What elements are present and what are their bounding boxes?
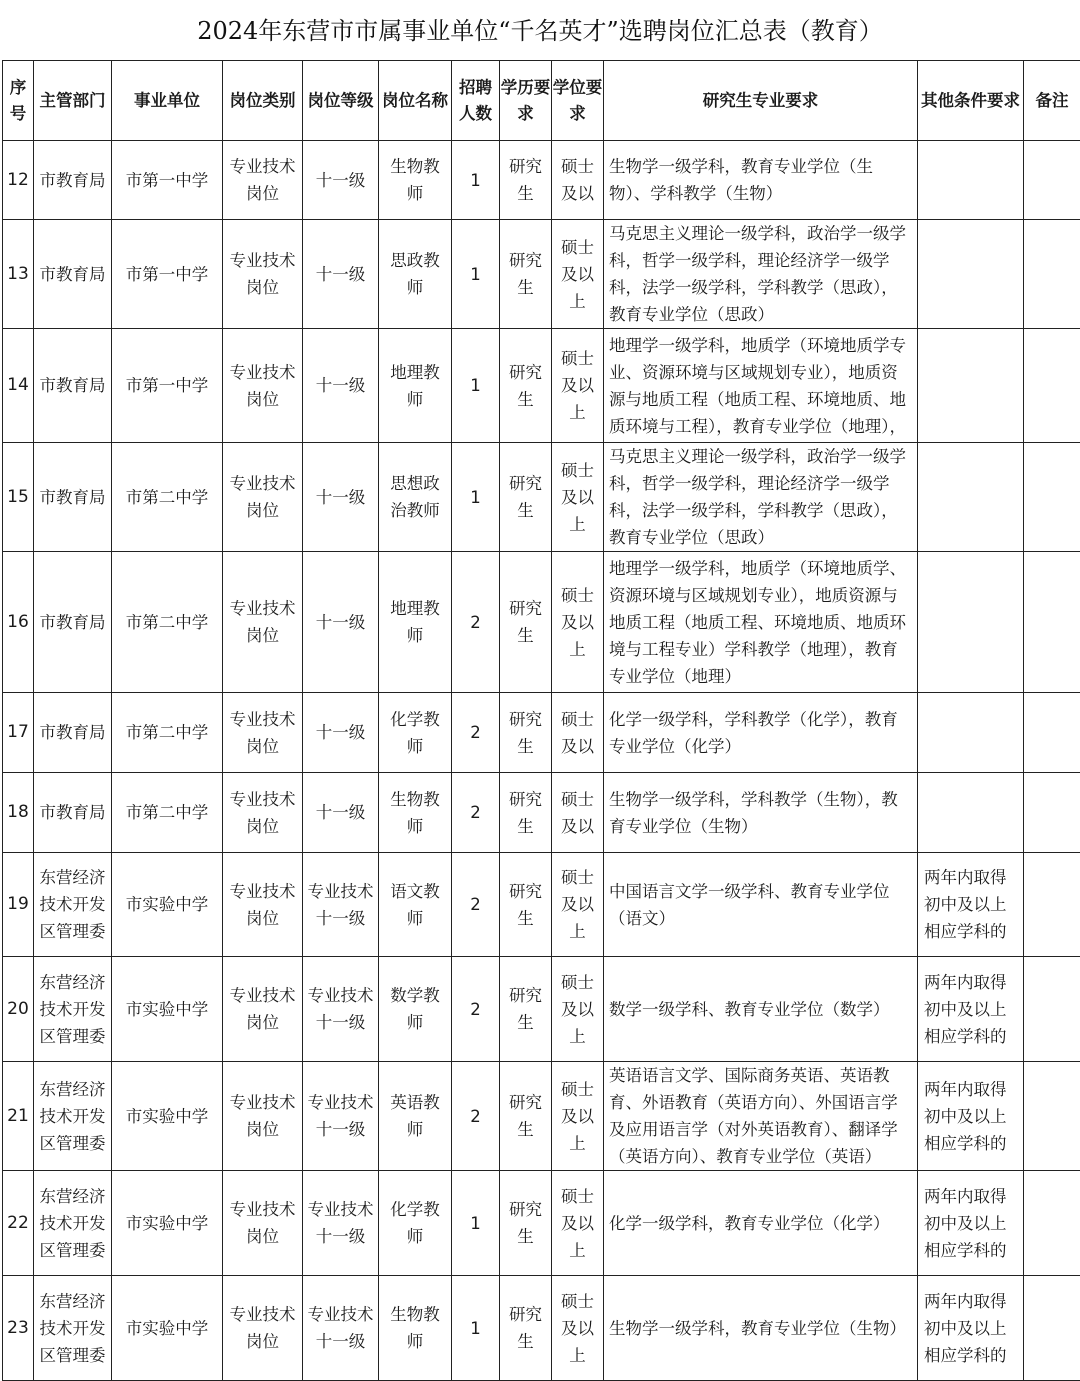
cell-degree xyxy=(552,1171,604,1276)
cell-count xyxy=(452,329,500,443)
cell-post-name xyxy=(379,1171,452,1276)
cell-category-text: 专业技术岗位 xyxy=(227,1301,298,1355)
cell-education xyxy=(500,773,552,853)
cell-seq-text: 14 xyxy=(7,372,29,399)
cell-notes xyxy=(1024,220,1080,329)
cell-count xyxy=(452,1171,500,1276)
cell-seq xyxy=(3,552,34,693)
cell-count-text: 1 xyxy=(456,484,495,511)
cell-other xyxy=(918,1171,1024,1276)
cell-seq xyxy=(3,853,34,957)
cell-major-text: 生物学一级学科，教育专业学位（生物）、学科教学（生物） xyxy=(609,153,911,207)
cell-count xyxy=(452,552,500,693)
cell-count xyxy=(452,443,500,552)
cell-seq xyxy=(3,693,34,773)
cell-post-name xyxy=(379,853,452,957)
cell-education xyxy=(500,443,552,552)
cell-count xyxy=(452,220,500,329)
cell-category-text: 专业技术岗位 xyxy=(227,878,298,932)
cell-degree xyxy=(552,552,604,693)
cell-other xyxy=(918,1276,1024,1381)
cell-category-text: 专业技术岗位 xyxy=(227,1196,298,1250)
cell-dept xyxy=(34,957,112,1062)
cell-degree xyxy=(552,329,604,443)
cell-education-text: 研究生 xyxy=(504,247,547,301)
cell-category-text: 专业技术岗位 xyxy=(227,153,298,207)
cell-dept xyxy=(34,853,112,957)
cell-level xyxy=(303,773,379,853)
cell-degree-text: 硕士及以上 xyxy=(556,1183,599,1264)
cell-count xyxy=(452,1276,500,1381)
cell-education-text: 研究生 xyxy=(504,1301,547,1355)
cell-count xyxy=(452,957,500,1062)
cell-level xyxy=(303,957,379,1062)
cell-dept-text: 市教育局 xyxy=(38,167,107,194)
header-count: 招聘人数 xyxy=(452,61,500,141)
cell-education-text: 研究生 xyxy=(504,1196,547,1250)
cell-count-text: 2 xyxy=(456,719,495,746)
cell-degree xyxy=(552,1062,604,1171)
cell-major xyxy=(604,141,918,220)
cell-post-name xyxy=(379,552,452,693)
cell-unit-text: 市第二中学 xyxy=(116,719,218,746)
cell-count xyxy=(452,693,500,773)
table-row xyxy=(3,220,1080,329)
cell-notes xyxy=(1024,693,1080,773)
cell-dept xyxy=(34,1276,112,1381)
header-row xyxy=(3,61,1080,141)
cell-category xyxy=(223,220,303,329)
cell-post-name-text: 思想政治教师 xyxy=(383,470,447,524)
cell-category xyxy=(223,957,303,1062)
cell-education xyxy=(500,552,552,693)
cell-post-name xyxy=(379,957,452,1062)
cell-major-text: 地理学一级学科，地质学（环境地质学、资源环境与区域规划专业），地质资源与地质工程（地质工程、环境地质、地质环境与工程专业）学科教学（地理），教育专业学位（地理） xyxy=(609,555,911,690)
cell-other xyxy=(918,853,1024,957)
cell-other xyxy=(918,443,1024,552)
cell-dept-text: 东营经济技术开发区管理委 xyxy=(38,1183,107,1264)
cell-post-name xyxy=(379,1062,452,1171)
cell-degree xyxy=(552,773,604,853)
cell-dept-text: 东营经济技术开发区管理委 xyxy=(38,1076,107,1157)
cell-category-text: 专业技术岗位 xyxy=(227,1089,298,1143)
cell-seq-text: 18 xyxy=(7,799,29,826)
cell-count-text: 1 xyxy=(456,261,495,288)
cell-count xyxy=(452,853,500,957)
cell-degree xyxy=(552,141,604,220)
cell-category xyxy=(223,329,303,443)
cell-seq xyxy=(3,1276,34,1381)
cell-degree-text: 硕士及以上 xyxy=(556,345,599,426)
cell-unit xyxy=(112,552,223,693)
table-row xyxy=(3,1171,1080,1276)
cell-notes xyxy=(1024,552,1080,693)
cell-category xyxy=(223,552,303,693)
header-dept: 主管部门 xyxy=(34,61,112,141)
cell-dept-text: 市教育局 xyxy=(38,484,107,511)
cell-degree-text: 硕士及以上 xyxy=(556,1288,599,1369)
cell-seq-text: 17 xyxy=(7,719,29,746)
cell-dept-text: 市教育局 xyxy=(38,609,107,636)
cell-dept-text: 东营经济技术开发区管理委 xyxy=(38,864,107,945)
cell-dept-text: 市教育局 xyxy=(38,372,107,399)
cell-major xyxy=(604,443,918,552)
cell-unit-text: 市第二中学 xyxy=(116,609,218,636)
cell-other xyxy=(918,1062,1024,1171)
cell-level-text: 十一级 xyxy=(307,799,374,826)
cell-count-text: 1 xyxy=(456,372,495,399)
table-row xyxy=(3,443,1080,552)
cell-other xyxy=(918,141,1024,220)
cell-unit xyxy=(112,773,223,853)
cell-post-name-text: 化学教师 xyxy=(383,1196,447,1250)
cell-degree xyxy=(552,957,604,1062)
positions-table xyxy=(2,60,1080,1381)
header-seq: 序号 xyxy=(3,61,34,141)
cell-level-text: 十一级 xyxy=(307,261,374,288)
cell-level-text: 专业技术十一级 xyxy=(307,1196,374,1250)
cell-level xyxy=(303,1062,379,1171)
cell-education xyxy=(500,693,552,773)
cell-count-text: 2 xyxy=(456,799,495,826)
cell-other-text: 两年内取得初中及以上相应学科的 xyxy=(924,969,1019,1050)
cell-dept xyxy=(34,693,112,773)
cell-other xyxy=(918,773,1024,853)
cell-degree-text: 硕士及以上 xyxy=(556,864,599,945)
cell-seq xyxy=(3,773,34,853)
table-row xyxy=(3,853,1080,957)
cell-education xyxy=(500,1171,552,1276)
table-row xyxy=(3,552,1080,693)
cell-post-name xyxy=(379,443,452,552)
cell-level xyxy=(303,443,379,552)
cell-level-text: 十一级 xyxy=(307,484,374,511)
header-degree: 学位要求 xyxy=(552,61,604,141)
cell-degree xyxy=(552,853,604,957)
cell-count-text: 2 xyxy=(456,891,495,918)
cell-category-text: 专业技术岗位 xyxy=(227,706,298,760)
cell-education xyxy=(500,1062,552,1171)
cell-unit xyxy=(112,853,223,957)
cell-count-text: 1 xyxy=(456,167,495,194)
cell-dept-text: 市教育局 xyxy=(38,799,107,826)
cell-count-text: 2 xyxy=(456,609,495,636)
cell-level xyxy=(303,1276,379,1381)
cell-post-name-text: 地理教师 xyxy=(383,595,447,649)
cell-unit xyxy=(112,443,223,552)
cell-unit xyxy=(112,1276,223,1381)
cell-other-text: 两年内取得初中及以上相应学科的 xyxy=(924,864,1019,945)
cell-degree-text: 硕士及以 xyxy=(556,706,599,760)
cell-level-text: 十一级 xyxy=(307,719,374,746)
cell-level-text: 十一级 xyxy=(307,372,374,399)
cell-post-name-text: 地理教师 xyxy=(383,359,447,413)
cell-count xyxy=(452,773,500,853)
header-unit: 事业单位 xyxy=(112,61,223,141)
cell-dept-text: 市教育局 xyxy=(38,261,107,288)
cell-dept-text: 市教育局 xyxy=(38,719,107,746)
cell-other xyxy=(918,957,1024,1062)
cell-post-name xyxy=(379,329,452,443)
cell-notes xyxy=(1024,1062,1080,1171)
header-level: 岗位等级 xyxy=(303,61,379,141)
cell-notes xyxy=(1024,957,1080,1062)
cell-dept xyxy=(34,1171,112,1276)
cell-unit-text: 市第一中学 xyxy=(116,261,218,288)
cell-unit xyxy=(112,1171,223,1276)
cell-level xyxy=(303,853,379,957)
cell-unit-text: 市第二中学 xyxy=(116,799,218,826)
cell-degree xyxy=(552,220,604,329)
cell-seq-text: 20 xyxy=(7,996,29,1023)
cell-unit-text: 市第二中学 xyxy=(116,484,218,511)
cell-seq-text: 19 xyxy=(7,891,29,918)
cell-unit xyxy=(112,693,223,773)
cell-education xyxy=(500,141,552,220)
cell-count xyxy=(452,141,500,220)
cell-post-name xyxy=(379,773,452,853)
cell-seq-text: 15 xyxy=(7,484,29,511)
cell-post-name-text: 思政教师 xyxy=(383,247,447,301)
cell-major xyxy=(604,552,918,693)
cell-level-text: 十一级 xyxy=(307,609,374,636)
cell-seq-text: 13 xyxy=(7,261,29,288)
table-row xyxy=(3,1276,1080,1381)
header-name: 岗位名称 xyxy=(379,61,452,141)
cell-education xyxy=(500,853,552,957)
cell-seq-text: 23 xyxy=(7,1315,29,1342)
cell-unit-text: 市实验中学 xyxy=(116,1210,218,1237)
cell-major-text: 马克思主义理论一级学科，政治学一级学科，哲学一级学科，理论经济学一级学科，法学一级学科，学科教学（思政），教育专业学位（思政） xyxy=(609,443,911,551)
cell-seq xyxy=(3,957,34,1062)
cell-unit xyxy=(112,1062,223,1171)
cell-level-text: 十一级 xyxy=(307,167,374,194)
cell-notes xyxy=(1024,773,1080,853)
cell-degree xyxy=(552,443,604,552)
cell-education-text: 研究生 xyxy=(504,1089,547,1143)
cell-unit-text: 市实验中学 xyxy=(116,996,218,1023)
cell-major-text: 生物学一级学科，教育专业学位（生物） xyxy=(609,1315,911,1342)
cell-seq-text: 12 xyxy=(7,167,29,194)
cell-level-text: 专业技术十一级 xyxy=(307,1089,374,1143)
cell-count xyxy=(452,1062,500,1171)
cell-dept xyxy=(34,1062,112,1171)
cell-category-text: 专业技术岗位 xyxy=(227,359,298,413)
cell-seq xyxy=(3,220,34,329)
cell-major xyxy=(604,773,918,853)
cell-degree-text: 硕士及以上 xyxy=(556,582,599,663)
cell-count-text: 2 xyxy=(456,1103,495,1130)
cell-seq xyxy=(3,1062,34,1171)
cell-post-name-text: 语文教师 xyxy=(383,878,447,932)
cell-unit-text: 市第一中学 xyxy=(116,372,218,399)
cell-education-text: 研究生 xyxy=(504,470,547,524)
cell-level-text: 专业技术十一级 xyxy=(307,982,374,1036)
cell-degree-text: 硕士及以上 xyxy=(556,457,599,538)
cell-post-name xyxy=(379,141,452,220)
cell-category xyxy=(223,1171,303,1276)
cell-post-name-text: 数学教师 xyxy=(383,982,447,1036)
cell-notes xyxy=(1024,1171,1080,1276)
cell-major-text: 地理学一级学科，地质学（环境地质学专业、资源环境与区域规划专业），地质资源与地质工程（地质工程、环境地质、地质环境与工程），教育专业学位（地理）， xyxy=(609,332,911,440)
cell-major xyxy=(604,329,918,443)
cell-post-name-text: 生物教师 xyxy=(383,153,447,207)
cell-education xyxy=(500,957,552,1062)
cell-category xyxy=(223,693,303,773)
cell-level xyxy=(303,1171,379,1276)
cell-major-text: 化学一级学科，学科教学（化学），教育专业学位（化学） xyxy=(609,706,911,760)
cell-count-text: 1 xyxy=(456,1315,495,1342)
header-education: 学历要求 xyxy=(500,61,552,141)
cell-education-text: 研究生 xyxy=(504,982,547,1036)
cell-category-text: 专业技术岗位 xyxy=(227,982,298,1036)
cell-major-text: 化学一级学科，教育专业学位（化学） xyxy=(609,1210,911,1237)
cell-seq xyxy=(3,329,34,443)
cell-major xyxy=(604,1171,918,1276)
cell-category xyxy=(223,773,303,853)
cell-notes xyxy=(1024,141,1080,220)
header-other: 其他条件要求 xyxy=(918,61,1024,141)
cell-post-name-text: 化学教师 xyxy=(383,706,447,760)
cell-major xyxy=(604,220,918,329)
cell-other-text: 两年内取得初中及以上相应学科的 xyxy=(924,1183,1019,1264)
cell-degree-text: 硕士及以上 xyxy=(556,234,599,315)
cell-dept xyxy=(34,773,112,853)
table-row xyxy=(3,693,1080,773)
cell-seq-text: 21 xyxy=(7,1103,29,1130)
cell-degree xyxy=(552,693,604,773)
cell-level xyxy=(303,552,379,693)
cell-category xyxy=(223,853,303,957)
cell-major-text: 生物学一级学科，学科教学（生物），教育专业学位（生物） xyxy=(609,786,911,840)
cell-education xyxy=(500,329,552,443)
cell-unit-text: 市实验中学 xyxy=(116,1315,218,1342)
cell-education-text: 研究生 xyxy=(504,786,547,840)
cell-post-name xyxy=(379,1276,452,1381)
table-row xyxy=(3,141,1080,220)
cell-dept-text: 东营经济技术开发区管理委 xyxy=(38,969,107,1050)
cell-dept xyxy=(34,552,112,693)
cell-unit-text: 市第一中学 xyxy=(116,167,218,194)
cell-unit xyxy=(112,220,223,329)
cell-dept xyxy=(34,329,112,443)
cell-dept xyxy=(34,443,112,552)
cell-category xyxy=(223,1062,303,1171)
cell-education-text: 研究生 xyxy=(504,595,547,649)
cell-post-name xyxy=(379,693,452,773)
cell-major xyxy=(604,1276,918,1381)
cell-major-text: 英语语言文学、国际商务英语、英语教育、外语教育（英语方向）、外国语言学及应用语言学（对外英语教育）、翻译学（英语方向）、教育专业学位（英语） xyxy=(609,1062,911,1170)
cell-other-text: 两年内取得初中及以上相应学科的 xyxy=(924,1076,1019,1157)
cell-level xyxy=(303,141,379,220)
cell-major xyxy=(604,1062,918,1171)
cell-category-text: 专业技术岗位 xyxy=(227,595,298,649)
cell-post-name xyxy=(379,220,452,329)
cell-category xyxy=(223,141,303,220)
cell-unit-text: 市实验中学 xyxy=(116,1103,218,1130)
cell-education-text: 研究生 xyxy=(504,878,547,932)
cell-degree-text: 硕士及以 xyxy=(556,786,599,840)
cell-post-name-text: 英语教师 xyxy=(383,1089,447,1143)
table-row xyxy=(3,957,1080,1062)
table-row xyxy=(3,1062,1080,1171)
page-title: 2024年东营市市属事业单位“千名英才”选聘岗位汇总表（教育） xyxy=(0,0,1080,60)
cell-level xyxy=(303,693,379,773)
cell-dept-text: 东营经济技术开发区管理委 xyxy=(38,1288,107,1369)
cell-education xyxy=(500,1276,552,1381)
cell-major-text: 马克思主义理论一级学科，政治学一级学科，哲学一级学科，理论经济学一级学科，法学一级学科，学科教学（思政），教育专业学位（思政） xyxy=(609,220,911,328)
cell-other-text: 两年内取得初中及以上相应学科的 xyxy=(924,1288,1019,1369)
cell-seq xyxy=(3,1171,34,1276)
cell-education-text: 研究生 xyxy=(504,153,547,207)
cell-major xyxy=(604,853,918,957)
cell-count-text: 2 xyxy=(456,996,495,1023)
cell-level-text: 专业技术十一级 xyxy=(307,878,374,932)
cell-degree-text: 硕士及以上 xyxy=(556,1076,599,1157)
cell-other xyxy=(918,220,1024,329)
header-category: 岗位类别 xyxy=(223,61,303,141)
cell-post-name-text: 生物教师 xyxy=(383,786,447,840)
cell-education xyxy=(500,220,552,329)
cell-count-text: 1 xyxy=(456,1210,495,1237)
cell-level-text: 专业技术十一级 xyxy=(307,1301,374,1355)
cell-category-text: 专业技术岗位 xyxy=(227,470,298,524)
cell-category-text: 专业技术岗位 xyxy=(227,786,298,840)
cell-category xyxy=(223,1276,303,1381)
cell-notes xyxy=(1024,329,1080,443)
cell-level xyxy=(303,329,379,443)
table-row xyxy=(3,329,1080,443)
cell-unit xyxy=(112,329,223,443)
cell-major-text: 中国语言文学一级学科、教育专业学位（语文） xyxy=(609,878,911,932)
cell-unit xyxy=(112,141,223,220)
cell-level xyxy=(303,220,379,329)
cell-notes xyxy=(1024,443,1080,552)
header-major: 研究生专业要求 xyxy=(604,61,918,141)
cell-other xyxy=(918,552,1024,693)
cell-category-text: 专业技术岗位 xyxy=(227,247,298,301)
cell-notes xyxy=(1024,1276,1080,1381)
table-row xyxy=(3,773,1080,853)
cell-seq xyxy=(3,443,34,552)
cell-other xyxy=(918,693,1024,773)
cell-post-name-text: 生物教师 xyxy=(383,1301,447,1355)
cell-degree xyxy=(552,1276,604,1381)
cell-seq xyxy=(3,141,34,220)
cell-unit-text: 市实验中学 xyxy=(116,891,218,918)
cell-category xyxy=(223,443,303,552)
cell-seq-text: 22 xyxy=(7,1210,29,1237)
cell-major xyxy=(604,957,918,1062)
cell-degree-text: 硕士及以上 xyxy=(556,969,599,1050)
cell-degree-text: 硕士及以 xyxy=(556,153,599,207)
cell-education-text: 研究生 xyxy=(504,706,547,760)
header-notes: 备注 xyxy=(1024,61,1080,141)
cell-dept xyxy=(34,220,112,329)
cell-major xyxy=(604,693,918,773)
cell-major-text: 数学一级学科、教育专业学位（数学） xyxy=(609,996,911,1023)
cell-unit xyxy=(112,957,223,1062)
cell-dept xyxy=(34,141,112,220)
cell-seq-text: 16 xyxy=(7,609,29,636)
cell-other xyxy=(918,329,1024,443)
cell-notes xyxy=(1024,853,1080,957)
cell-education-text: 研究生 xyxy=(504,359,547,413)
